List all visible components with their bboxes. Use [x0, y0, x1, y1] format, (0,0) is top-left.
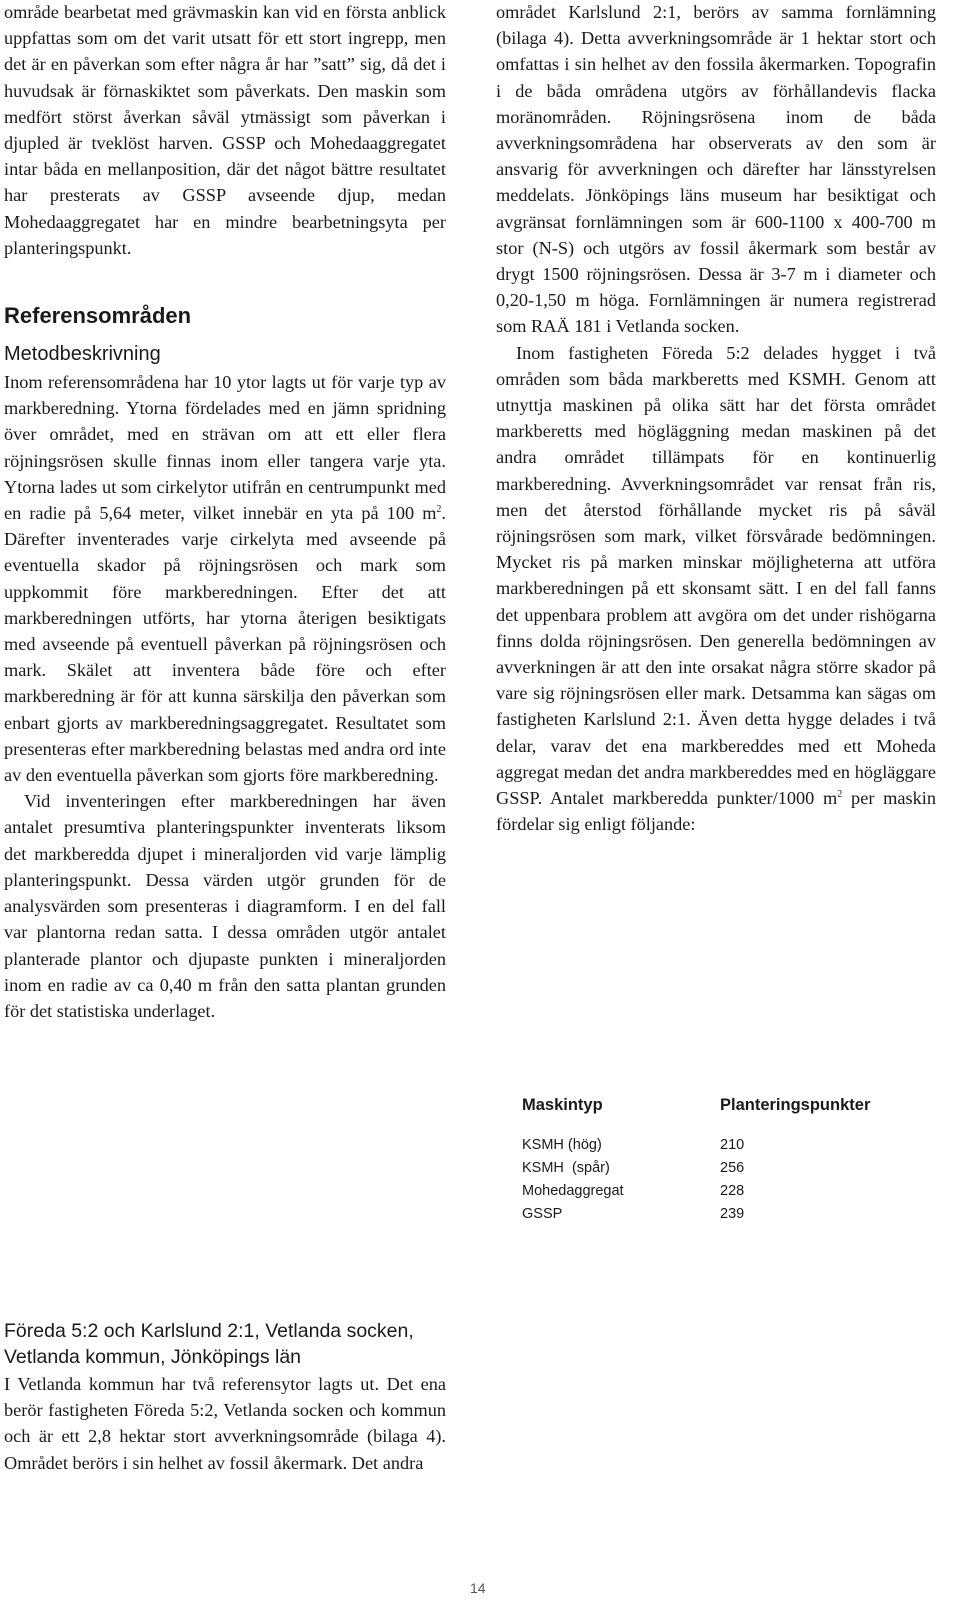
method-text-2: . Därefter inventerades varje cirkelyta med avseende på eventuella skador på röjningsrösen och mark som uppkommit före markberedningen. Efter det att markberedningen utförts, har ytorna återigen besiktigats med avseende på eventuell påverkan på röjningsrösen och mark. Skälet att inventera både före och efter markberedning är för att kunna särskilja den påverkan som enbart gjorts av markberedningsaggregatet. Resultatet som presenteras efter markberedning belastas med andra ord inte av den eventuella påverkan som gjorts före markberedning. [4, 503, 446, 786]
header-points: Planteringspunkter [720, 1096, 871, 1114]
method-paragraph [4, 369, 446, 788]
fastighet-paragraph [496, 340, 936, 838]
points-cell: 228 [720, 1183, 745, 1199]
left-column [4, 0, 446, 1024]
table-row [522, 1203, 902, 1226]
machine-cell: GSSP [522, 1206, 563, 1222]
subsection-heading: Metodbeskrivning [4, 343, 161, 366]
machine-cell: Mohedaggregat [522, 1183, 624, 1199]
method-text-1: Inom referensområdena har 10 ytor lagts ut för varje typ av markberedning. Ytorna fördelades med en jämn spridning över området, med en strävan om att ett eller flera röjningsrösen skulle finnas inom eller tangera varje yta. Ytorna lades ut som cirkelytor utifrån en centrumpunkt med en radie på 5,64 meter, vilket innebär en yta på 100 m [4, 372, 446, 524]
points-cell: 210 [720, 1137, 745, 1153]
location-heading: Föreda 5:2 och Karlslund 2:1, Vetlanda socken, Vetlanda kommun, Jönköpings län [4, 1320, 414, 1368]
page-number: 14 [470, 1580, 486, 1596]
intro-paragraph: område bearbetat med grävmaskin kan vid en första anblick uppfattas som om det varit utsatt för ett stort ingrepp, men det är en påverkan som efter några år har ”satt” sig, då det i huvudsak är förnaskiktet som påverkats. Den maskin som medfört störst åverkan såväl ytmässigt som påverkan i djupled är tveklöst harven. GSSP och Mohedaaggregatet intar båda en mellanposition, där det något bättre resultatet har presterats av GSSP avseende djup, medan Mohedaaggregatet har en mindre bearbetningsyta per planteringspunkt. [4, 2, 446, 258]
points-cell: 256 [720, 1160, 745, 1176]
bottom-section [4, 1318, 446, 1476]
inventory-paragraph: Vid inventeringen efter markberedningen har även antalet presumtiva planteringspunkter inventerats liksom det markberedda djupet i mineraljorden vid varje lämplig planteringspunkt. Dessa värden utgör grunden för de analysvärden som presenteras i diagramform. I en del fall var plantorna redan satta. I dessa områden utgör antalet planterade plantor och djupaste punkten i mineraljorden inom en radie av ca 0,40 m från den satta plantan grunden för det statistiska underlaget. [4, 791, 446, 1021]
location-paragraph: I Vetlanda kommun har två referensytor lagts ut. Det ena berör fastigheten Föreda 5:2, Vetlanda socken och kommun och är ett 2,8 hektar stort avverkningsområde (bilaga 4). Området berörs i sin helhet av fossil åkermark. Det andra [4, 1374, 446, 1473]
fastighet-text-1: Inom fastigheten Föreda 5:2 delades hygget i två områden som båda markberetts med KSMH. Genom att utnyttja maskinen på olika sätt har det första området markberetts med högläggning medan maskinen på det andra området tillämpats för en kontinuerlig markberedning. Avverkningsområdet var rensat från ris, men det återstod förhållande mycket ris på såväl röjningsrösen som mark, vilket försvårade bedömningen. Mycket ris på marken minskar möjligheterna att utföra markberedningen på ett skonsamt sätt. I en del fall fanns det uppenbara problem att avgöra om det under rishögarna finns dolda röjningsrösen. Den generella bedömningen av avverkningen är att den inte orsakat några större skador på vare sig röjningsrösen eller mark. Detsamma kan sägas om fastigheten Karlslund 2:1. Även detta hygge delades i två delar, varav det ena markbereddes med ett Moheda aggregat medan det andra markbereddes med en högläggare GSSP. Antalet markberedda punkter/1000 m [496, 342, 936, 809]
section-heading: Referensområden [4, 303, 192, 329]
area-paragraph: området Karlslund 2:1, berörs av samma fornlämning (bilaga 4). Detta avverkningsområde är 1 hektar stort och omfattas i sin helhet av den fossila åkermarken. Topografin i de båda områdena utgörs av förhållandevis flacka moränområden. Röjningsrösena inom de båda avverkningsområdena har observerats av den som är ansvarig för avverkningen och därefter har länsstyrelsen meddelats. Jönköpings läns museum har besiktigat och avgränsat fornlämningen som är 600-1100 x 400-700 m stor (N-S) och utgörs av fossil åkermark som består av drygt 1500 röjningsrösen. Dessa är 3-7 m i diameter och 0,20-1,50 m höga. Fornlämningen är numera registrerad som RAÄ 181 i Vetlanda socken. [496, 2, 936, 337]
table-row [522, 1134, 902, 1157]
header-machine: Maskintyp [522, 1096, 603, 1114]
right-column [496, 0, 936, 838]
fastighet-text-2: per maskin fördelar sig enligt följande: [496, 788, 936, 835]
machine-cell: KSMH (hög) [522, 1137, 602, 1153]
machine-table [522, 1094, 902, 1226]
table-row [522, 1157, 902, 1180]
machine-cell: KSMH (spår) [522, 1160, 610, 1176]
table-header [522, 1094, 902, 1116]
square-superscript: 2 [837, 789, 843, 801]
square-superscript: 2 [436, 504, 442, 516]
points-cell: 239 [720, 1206, 745, 1222]
table-row [522, 1180, 902, 1203]
